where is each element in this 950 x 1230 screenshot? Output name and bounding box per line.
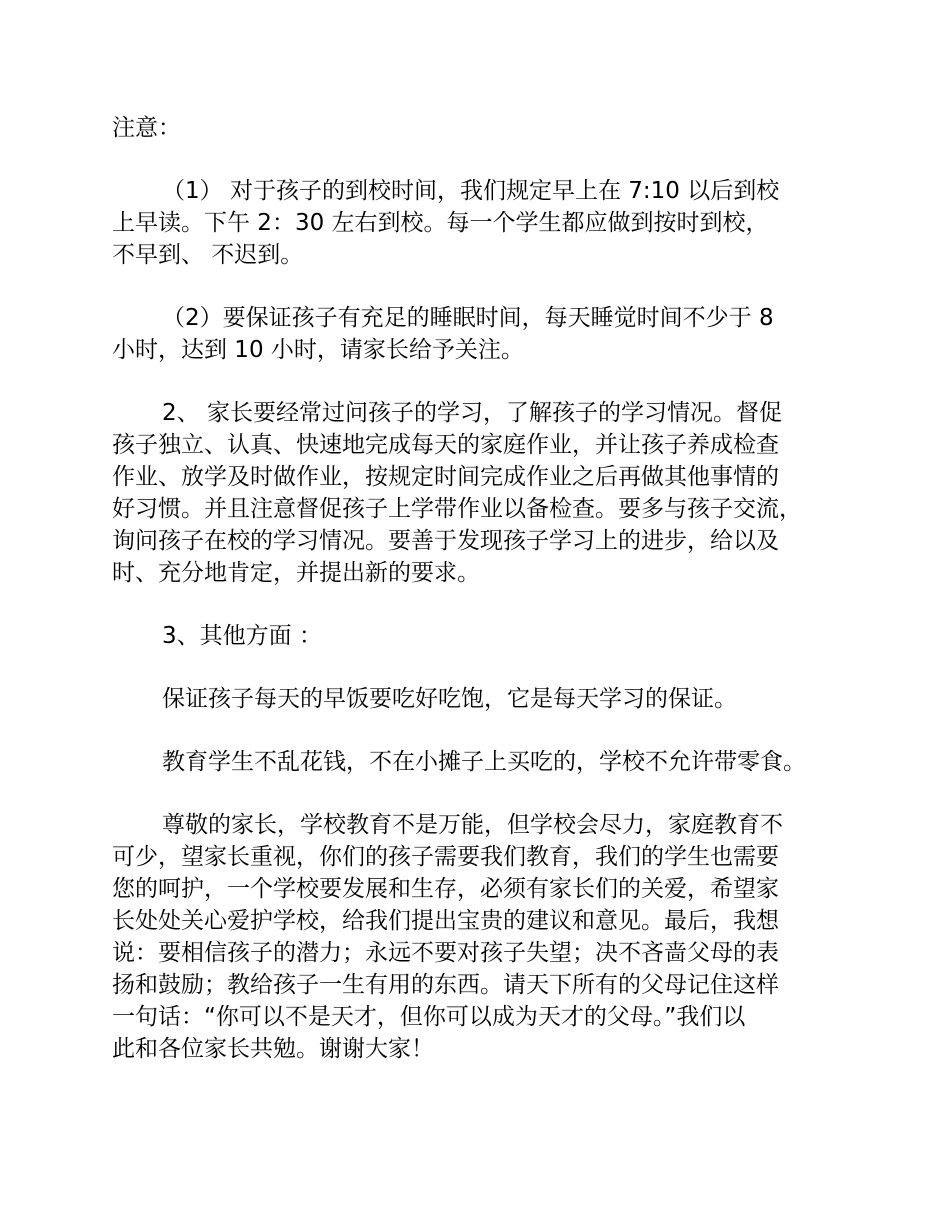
paragraph-spending: 教育学生不乱花钱，不在小摊子上买吃的，学校不允许带零食。 [162, 749, 806, 775]
text-line: 孩子独立、认真、快速地完成每天的家庭作业，并让孩子养成检查 [112, 432, 779, 458]
text-line: 2、 家长要经常过问孩子的学习，了解孩子的学习情况。督促 [162, 400, 782, 426]
text-line: 好习惯。并且注意督促孩子上学带作业以备检查。要多与孩子交流， [112, 496, 802, 522]
text-line: 您的呵护，一个学校要发展和生存，必须有家长们的关爱，希望家 [112, 876, 779, 902]
text-line: （2）要保证孩子有充足的睡眠时间，每天睡觉时间不少于 8 [162, 305, 774, 331]
paragraph-item-2 [112, 302, 852, 366]
text-line: 一句话：“你可以不是天才，但你可以成为天才的父母。”我们以 [112, 1004, 746, 1030]
text-line: 小时，达到 10 小时，请家长给予关注。 [112, 337, 524, 363]
text-line: 扬和鼓励；教给孩子一生有用的东西。请天下所有的父母记住这样 [112, 972, 779, 998]
text-line: 可少，望家长重视，你们的孩子需要我们教育，我们的学生也需要 [112, 844, 779, 870]
text-line: 尊敬的家长，学校教育不是万能，但学校会尽力，家庭教育不 [162, 812, 783, 838]
text-line: 时、充分地肯定，并提出新的要求。 [112, 560, 480, 586]
text-line: 长处处关心爱护学校，给我们提出宝贵的建议和意见。最后，我想 [112, 908, 779, 934]
paragraph-breakfast: 保证孩子每天的早饭要吃好吃饱，它是每天学习的保证。 [162, 686, 737, 712]
paragraph-item-1 [112, 175, 852, 271]
document-page [112, 112, 852, 1096]
text-line: 不早到、 不迟到。 [112, 242, 304, 268]
paragraph-closing [112, 809, 852, 1065]
text-line: 询问孩子在校的学习情况。要善于发现孩子学习上的进步，给以及 [112, 528, 779, 554]
section-3-heading: 3、其他方面 ： [162, 623, 322, 649]
text-line: 作业、放学及时做作业，按规定时间完成作业之后再做其他事情的 [112, 464, 779, 490]
text-line: 上早读。下午 2：30 左右到校。每一个学生都应做到按时到校， [112, 210, 769, 236]
notice-heading: 注意： [112, 115, 181, 141]
text-line: 此和各位家长共勉。谢谢大家！ [112, 1036, 434, 1062]
text-line: 说：要相信孩子的潜力；永远不要对孩子失望；决不吝啬父母的表 [112, 940, 779, 966]
text-line: （1） 对于孩子的到校时间，我们规定早上在 7:10 以后到校 [162, 178, 780, 204]
paragraph-section-2 [112, 397, 852, 589]
